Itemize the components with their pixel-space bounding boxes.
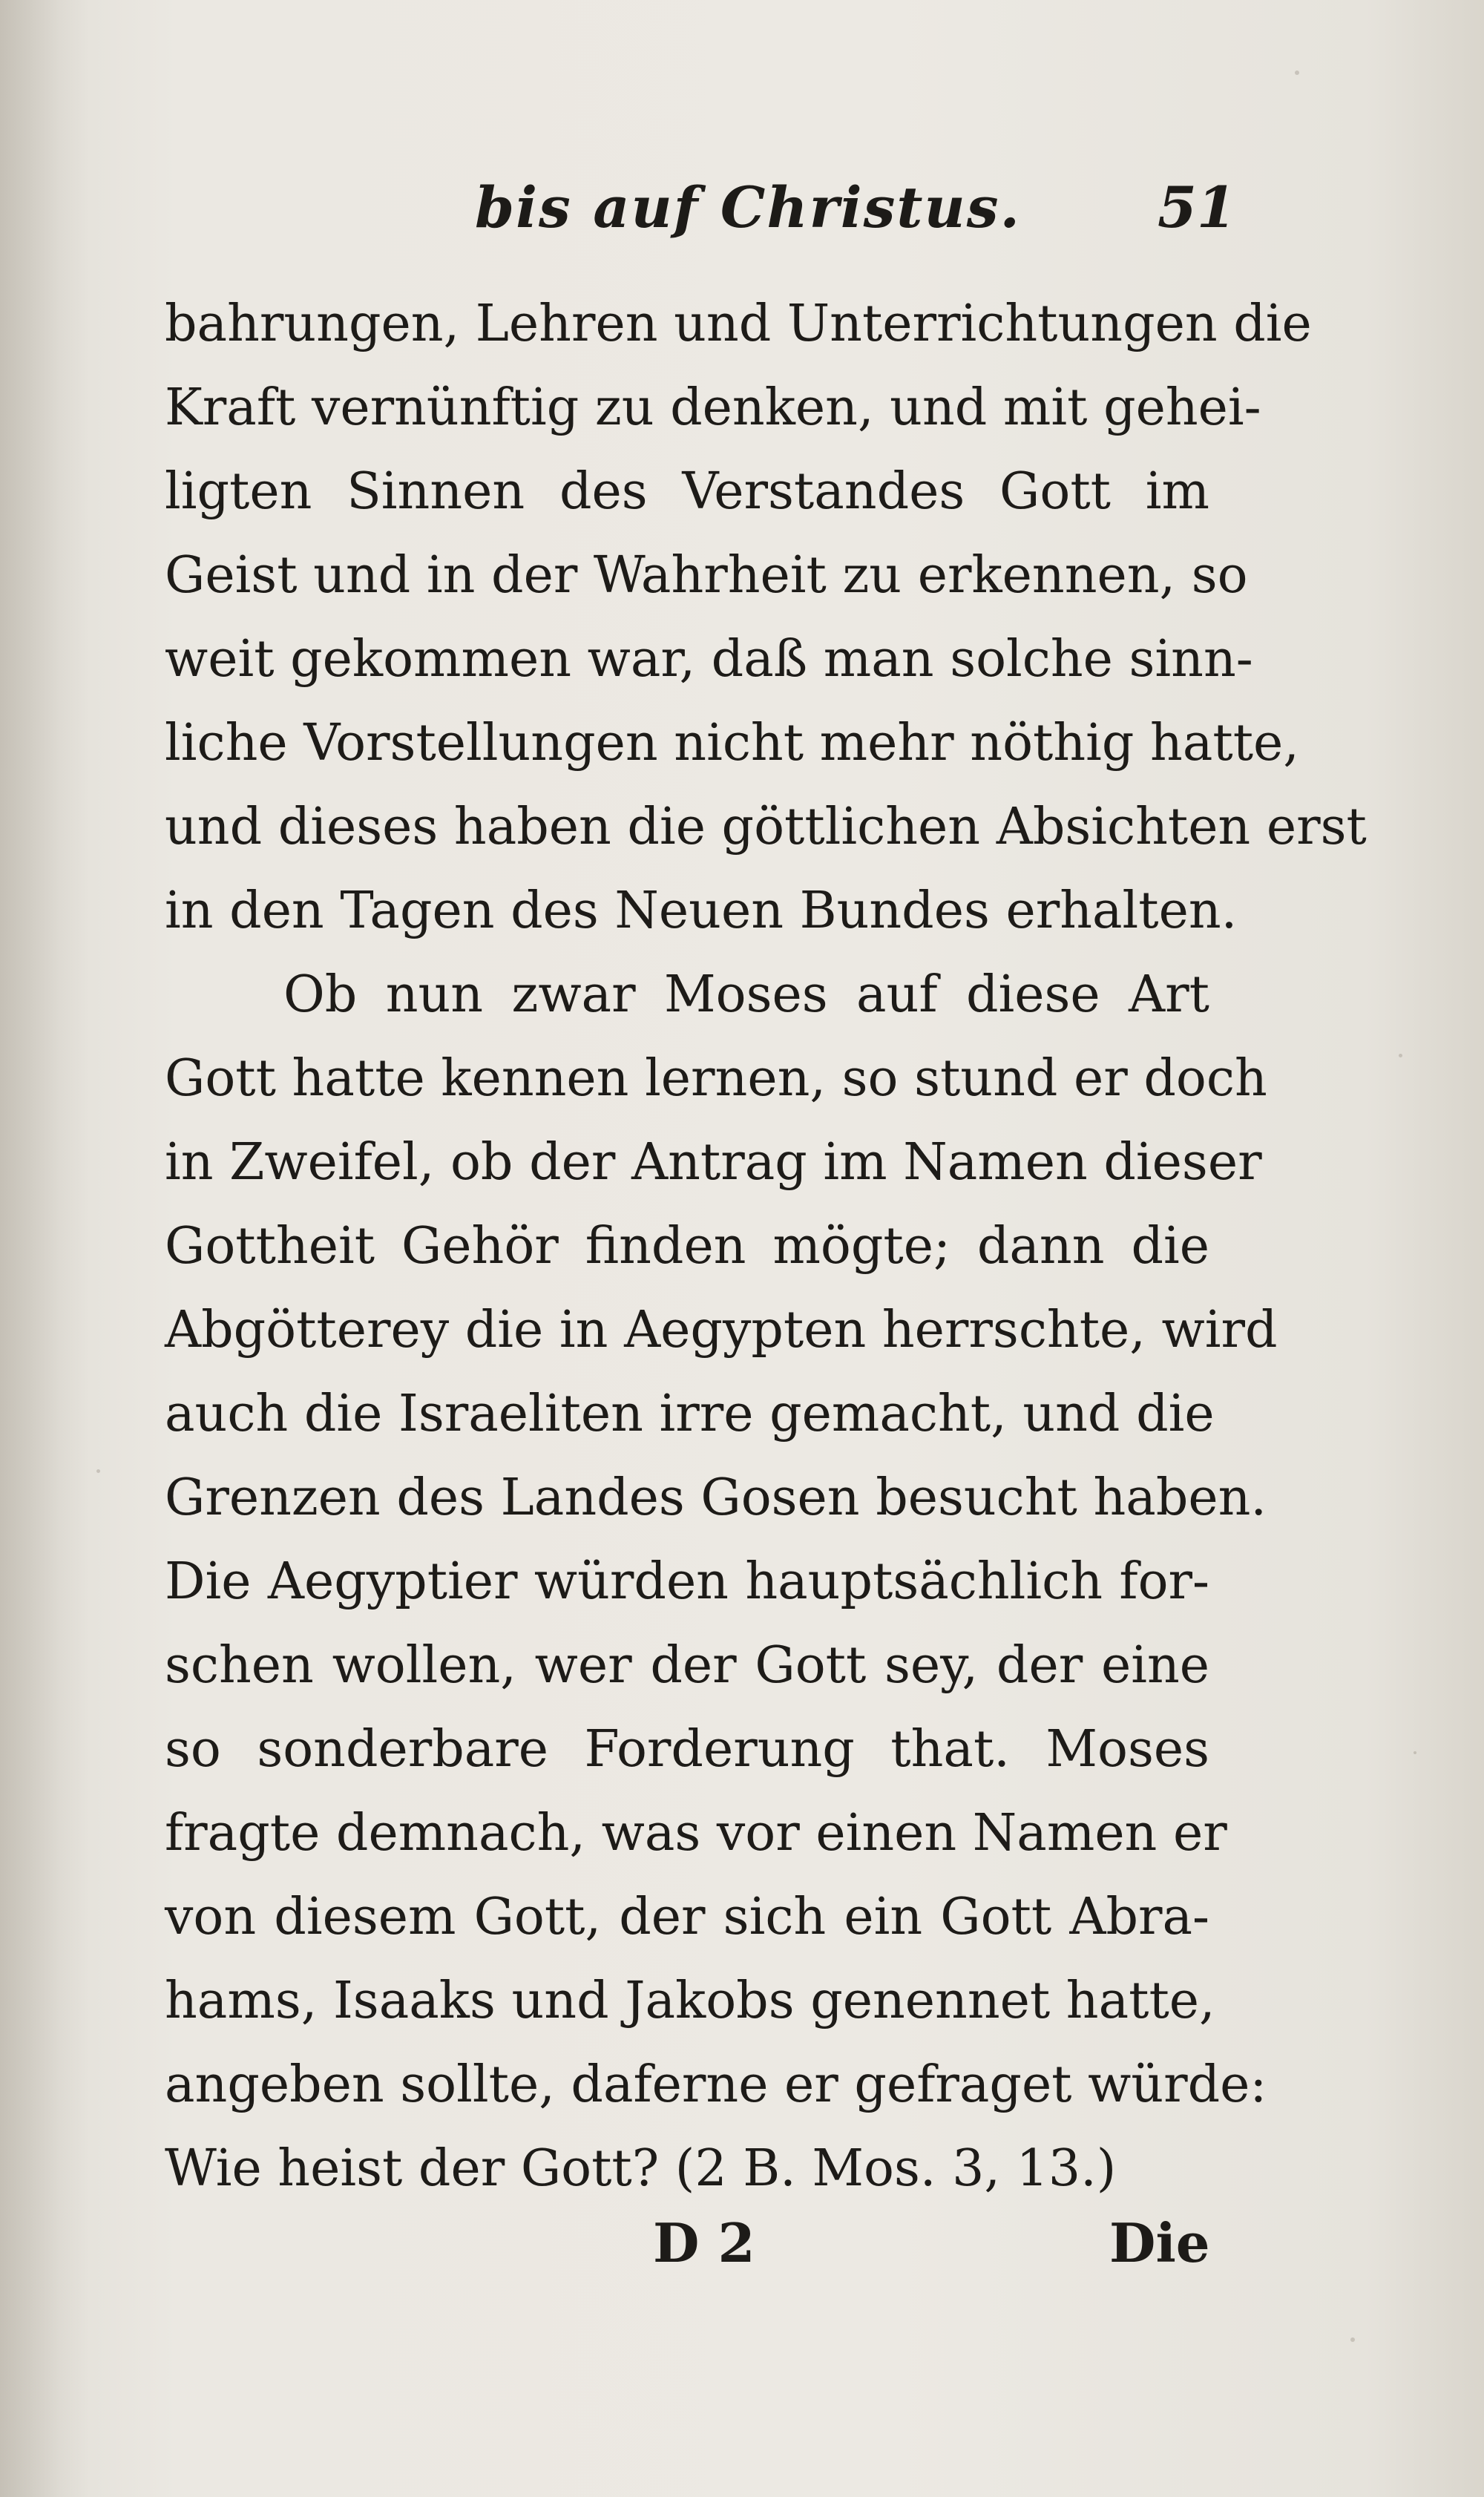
paper-speck: [1295, 70, 1299, 75]
body-text: [165, 282, 1367, 2211]
text-line: bahrungen, Lehren und Unterrichtungen die: [165, 295, 1312, 353]
paper-speck: [1414, 1751, 1416, 1754]
page-number: 51: [1158, 174, 1236, 240]
running-head: bis auf Christus.: [475, 174, 1021, 240]
text-line: hams, Isaaks und Jakobs genennet hatte,: [165, 1972, 1215, 2030]
catchword: Die: [1109, 2211, 1210, 2274]
text-line: in den Tagen des Neuen Bundes erhalten.: [165, 882, 1238, 940]
text-line: angeben sollte, daferne er gefraget würde:: [165, 2055, 1267, 2114]
text-line: schen wollen, wer der Gott sey, der eine: [165, 1636, 1209, 1695]
text-line: Abgötterey die in Aegypten herrschte, wird: [165, 1301, 1278, 1359]
paragraph-start-line: Ob nun zwar Moses auf diese Art: [283, 965, 1209, 1024]
text-line: auch die Israeliten irre gemacht, und die: [165, 1385, 1215, 1443]
text-line: Wie heist der Gott? (2 B. Mos. 3, 13.): [165, 2139, 1117, 2198]
text-line: Kraft vernünftig zu denken, und mit gehei-: [165, 378, 1261, 437]
text-line: Die Aegyptier würden hauptsächlich for-: [165, 1552, 1209, 1611]
paper-speck: [1350, 2337, 1355, 2342]
text-line: Geist und in der Wahrheit zu erkennen, so: [165, 546, 1248, 605]
text-line: ligten Sinnen des Verstandes Gott im: [165, 462, 1209, 521]
text-line: fragte demnach, was vor einen Namen er: [165, 1804, 1227, 1863]
text-line: liche Vorstellungen nicht mehr nöthig hatte,: [165, 714, 1299, 772]
text-line: Gott hatte kennen lernen, so stund er doch: [165, 1049, 1267, 1108]
text-line: weit gekommen war, daß man solche sinn-: [165, 630, 1253, 689]
text-line: von diesem Gott, der sich ein Gott Abra-: [165, 1888, 1209, 1946]
text-line: so sonderbare Forderung that. Moses: [165, 1720, 1209, 1779]
text-line: Grenzen des Landes Gosen besucht haben.: [165, 1469, 1267, 1527]
paper-speck: [96, 1469, 100, 1473]
signature-mark: D 2: [653, 2211, 755, 2274]
page-footer: [0, 2211, 1484, 2293]
text-line: und dieses haben die göttlichen Absichten erst: [165, 798, 1367, 856]
page-header: [0, 174, 1484, 256]
paper-speck: [1399, 1054, 1402, 1057]
gutter-shadow: [0, 0, 89, 2497]
text-line: in Zweifel, ob der Antrag im Namen dieser: [165, 1133, 1262, 1192]
text-line: Gottheit Gehör finden mögte; dann die: [165, 1217, 1209, 1276]
